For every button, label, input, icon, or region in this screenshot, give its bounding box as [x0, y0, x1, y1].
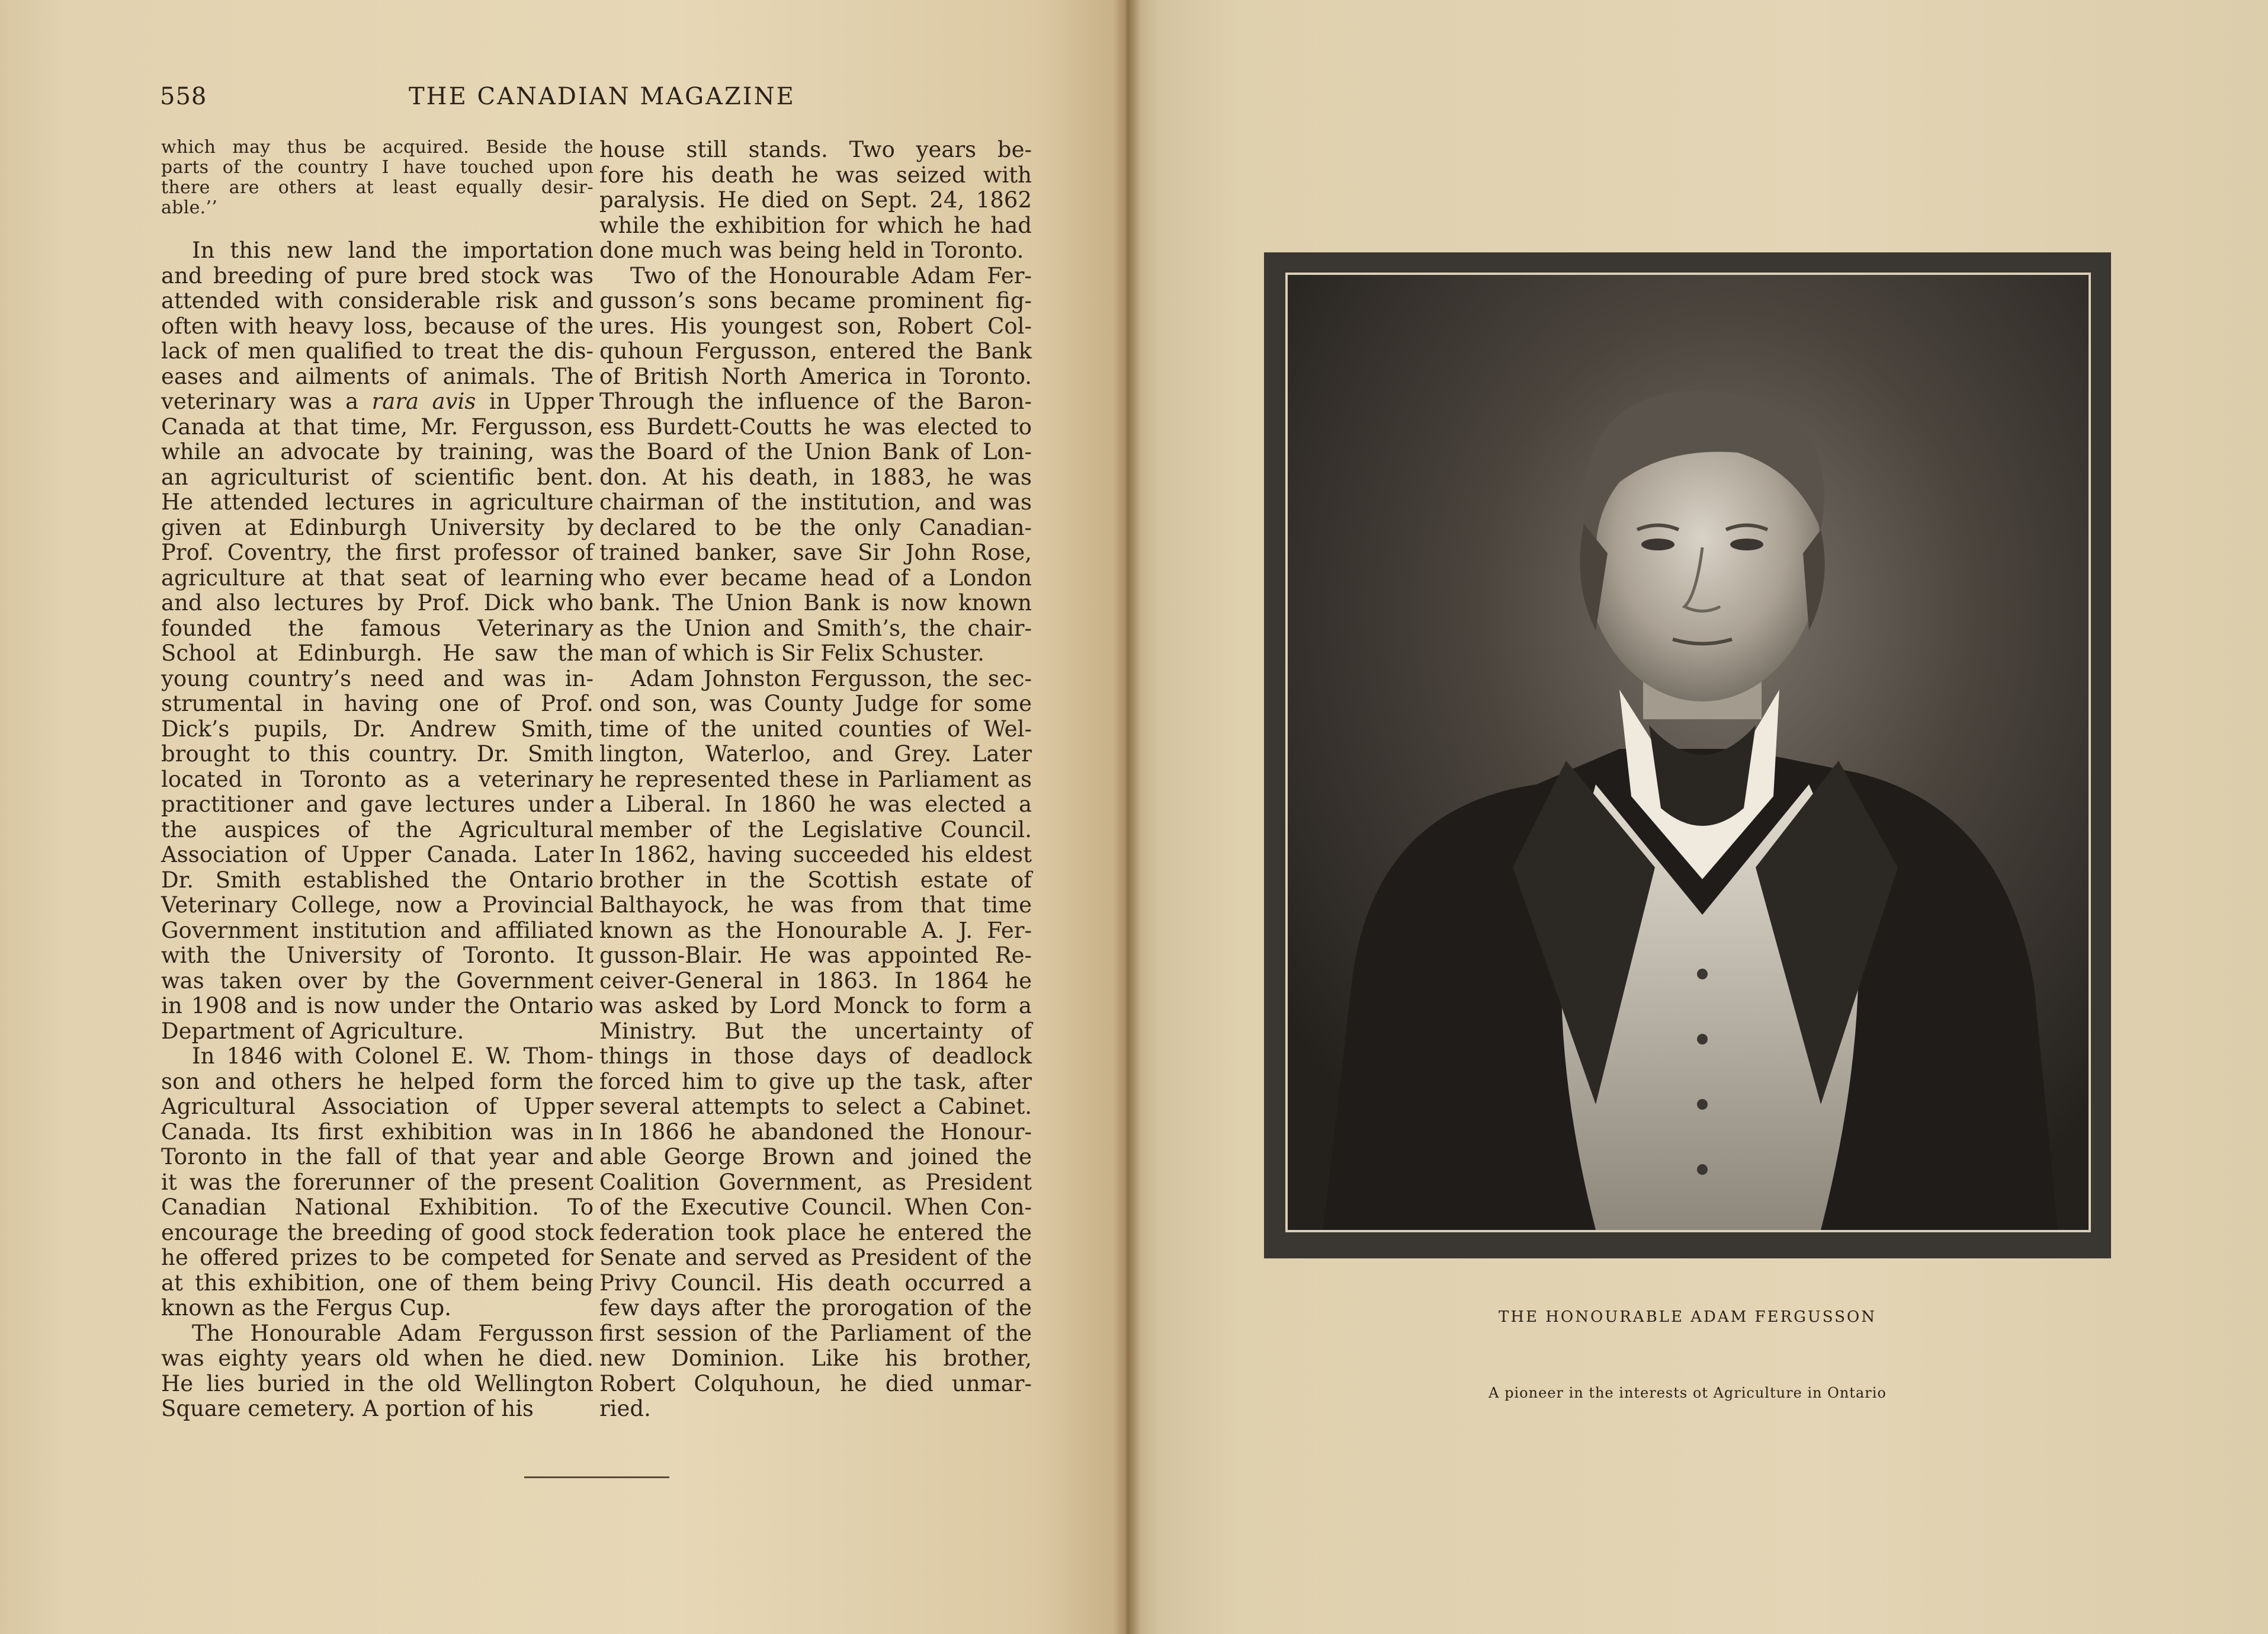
- text-line: don. At his death, in 1883, he was: [599, 464, 1032, 490]
- text-line: He attended lectures in agriculture: [161, 489, 594, 515]
- paragraph-death: [161, 1321, 594, 1422]
- text-line: School at Edinburgh. He saw the: [161, 640, 594, 666]
- text-line: was eighty years old when he died.: [161, 1345, 594, 1371]
- text-line: Balthayock, he was from that time: [599, 892, 1032, 918]
- text-line: Toronto in the fall of that year and: [161, 1144, 594, 1170]
- text-line: young country’s need and was in-: [161, 665, 594, 691]
- text-line: Veterinary College, now a Provincial: [161, 892, 594, 918]
- text-line: and also lectures by Prof. Dick who: [161, 590, 594, 616]
- text-line: first session of the Parliament of the: [599, 1320, 1032, 1346]
- text-line: ess Burdett-Coutts he was elected to: [599, 414, 1032, 440]
- text-line: able.’’: [161, 197, 218, 218]
- text-line: chairman of the institution, and was: [599, 489, 1032, 515]
- portrait-illustration: [1288, 275, 2089, 1230]
- text-line: Canada at that time, Mr. Fergusson,: [161, 414, 594, 440]
- portrait-plate: [1264, 252, 2111, 1258]
- text-line: and breeding of pure bred stock was: [161, 262, 594, 289]
- paragraph-final-years: [599, 137, 1032, 264]
- text-line: lington, Waterloo, and Grey. Later: [599, 741, 1032, 767]
- text-line: who ever became head of a London: [599, 565, 1032, 591]
- text-line: an agriculturist of scientific bent.: [161, 464, 594, 490]
- text-line: Canada. Its first exhibition was in: [161, 1119, 594, 1145]
- text-line: gusson-Blair. He was appointed Re-: [599, 943, 1032, 968]
- text-line: Canadian National Exhibition. To: [161, 1194, 594, 1220]
- text-line: Department of Agriculture.: [161, 1018, 464, 1044]
- text-line: trained banker, save Sir John Rose,: [599, 540, 1032, 565]
- text-line: gusson’s sons became prominent fig-: [599, 288, 1032, 313]
- text-line: declared to be the only Canadian-: [599, 514, 1032, 540]
- text-line: the Board of the Union Bank of Lon-: [599, 439, 1032, 464]
- text-line: given at Edinburgh University by: [161, 514, 594, 540]
- text-line: known as the Honourable A. J. Fer-: [599, 917, 1032, 943]
- text-line: ried.: [599, 1396, 651, 1421]
- text-line: quhoun Fergusson, entered the Bank: [599, 338, 1032, 364]
- text-line: son and others he helped form the: [161, 1068, 594, 1094]
- portrait-caption-title: THE HONOURABLE ADAM FERGUSSON: [1499, 1308, 1876, 1326]
- text-line: while the exhibition for which he had: [599, 212, 1032, 238]
- text-line: In 1846 with Colonel E. W. Thom-: [192, 1043, 594, 1069]
- text-line: forced him to give up the task, after: [599, 1068, 1032, 1094]
- text-line: Through the influence of the Baron-: [599, 389, 1032, 414]
- text-line: done much was being held in Toronto.: [599, 238, 1024, 263]
- text-line: several attempts to select a Cabinet.: [599, 1094, 1032, 1119]
- text-line: while an advocate by training, was: [161, 439, 594, 464]
- text-line: the auspices of the Agricultural: [161, 816, 594, 842]
- text-line: practitioner and gave lectures under: [161, 792, 594, 817]
- text-line: Adam Johnston Fergusson, the sec-: [630, 665, 1032, 691]
- text-line: known as the Fergus Cup.: [161, 1295, 452, 1321]
- text-line: it was the forerunner of the present: [161, 1169, 594, 1195]
- text-line: was taken over by the Government: [161, 967, 594, 994]
- text-line: Government institution and affiliated: [161, 917, 594, 943]
- text-line: which may thus be acquired. Beside the: [161, 137, 594, 158]
- text-line: brother in the Scottish estate of: [599, 867, 1032, 893]
- text-line: fore his death he was seized with: [599, 162, 1032, 188]
- magazine-title: THE CANADIAN MAGAZINE: [409, 83, 795, 110]
- text-line: federation took place he entered the: [599, 1219, 1032, 1245]
- left-text-column: [161, 137, 594, 1422]
- text-line: bank. The Union Bank is now known: [599, 590, 1032, 616]
- end-rule: [524, 1476, 669, 1478]
- text-line: encourage the breeding of good stock: [161, 1219, 594, 1245]
- text-line: Dick’s pupils, Dr. Andrew Smith,: [161, 716, 594, 742]
- text-line: at this exhibition, one of them being: [161, 1270, 594, 1296]
- text-line: Privy Council. His death occurred a: [599, 1270, 1032, 1296]
- text-line: lack of men qualified to treat the dis-: [161, 338, 594, 364]
- text-line: able George Brown and joined the: [599, 1144, 1032, 1170]
- paragraph-veterinary: [161, 238, 594, 1044]
- text-line: Dr. Smith established the Ontario: [161, 867, 594, 893]
- text-line: Ministry. But the uncertainty of: [599, 1018, 1032, 1044]
- italic-term: rara avis: [371, 389, 476, 414]
- book-gutter: [1114, 0, 1141, 1634]
- right-text-column: [599, 137, 1032, 1422]
- text-line: founded the famous Veterinary: [161, 615, 594, 641]
- paragraph-sons: [599, 264, 1032, 667]
- text-line: of British North America in Toronto.: [599, 363, 1032, 389]
- text-line: eases and ailments of animals. The: [161, 363, 594, 389]
- text-line: house still stands. Two years be-: [599, 137, 1032, 162]
- text-line: a Liberal. In 1860 he was elected a: [599, 792, 1032, 817]
- text-line: of the Executive Council. When Con-: [599, 1194, 1032, 1220]
- text-line: man of which is Sir Felix Schuster.: [599, 640, 985, 666]
- paragraph-agricultural-association: [161, 1044, 594, 1321]
- text-line: ond son, was County Judge for some: [599, 691, 1032, 716]
- text-line: things in those days of deadlock: [599, 1043, 1032, 1069]
- text-line: In 1866 he abandoned the Honour-: [599, 1119, 1032, 1145]
- text-line: strumental in having one of Prof.: [161, 691, 594, 716]
- text-line: The Honourable Adam Fergusson: [192, 1320, 594, 1346]
- text-line: paralysis. He died on Sept. 24, 1862: [599, 187, 1032, 213]
- portrait-image: [1285, 273, 2091, 1232]
- text-line: Association of Upper Canada. Later: [161, 842, 594, 867]
- text-line: Coalition Government, as President: [599, 1169, 1032, 1195]
- text-line: attended with considerable risk and: [161, 288, 594, 313]
- text-line: In this new land the importation: [192, 238, 594, 263]
- quotation-block: [161, 137, 594, 218]
- portrait-caption-subtitle: A pioneer in the interests ot Agriculture in Ontario: [1489, 1385, 1887, 1401]
- text-line: in 1908 and is now under the Ontario: [161, 993, 594, 1018]
- text-line: time of the united counties of Wel-: [599, 716, 1032, 742]
- text-line: few days after the prorogation of the: [599, 1295, 1032, 1321]
- text-line: as the Union and Smith’s, the chair-: [599, 615, 1032, 641]
- text-line: In 1862, having succeeded his eldest: [599, 842, 1032, 867]
- text-line: brought to this country. Dr. Smith: [161, 741, 594, 767]
- text-line: ures. His youngest son, Robert Col-: [599, 313, 1032, 339]
- text-line: there are others at least equally desir-: [161, 177, 594, 198]
- text-line: member of the Legislative Council.: [599, 816, 1032, 842]
- running-head: [160, 83, 1037, 118]
- text-line: Senate and served as President of the: [599, 1245, 1032, 1270]
- text-line: located in Toronto as a veterinary: [161, 766, 594, 792]
- text-line: Two of the Honourable Adam Fer-: [630, 262, 1032, 289]
- text-line: Square cemetery. A portion of his: [161, 1396, 534, 1421]
- text-line: parts of the country I have touched upon: [161, 157, 594, 178]
- text-line: he represented these in Parliament as: [599, 766, 1032, 792]
- text-line: he offered prizes to be competed for: [161, 1245, 594, 1270]
- text-line: Agricultural Association of Upper: [161, 1094, 594, 1119]
- text-line: Robert Colquhoun, he died unmar-: [599, 1370, 1032, 1396]
- text-line: Prof. Coventry, the first professor of: [161, 540, 594, 565]
- text-line: ceiver-General in 1863. In 1864 he: [599, 967, 1032, 994]
- paragraph-adam-johnston: [599, 667, 1032, 1422]
- text-line: often with heavy loss, because of the: [161, 313, 594, 339]
- text-line: with the University of Toronto. It: [161, 943, 594, 968]
- page-number: 558: [160, 83, 207, 110]
- text-line: He lies buried in the old Wellington: [161, 1370, 594, 1396]
- text-line: agriculture at that seat of learning: [161, 565, 594, 591]
- text-line: was asked by Lord Monck to form a: [599, 993, 1032, 1018]
- text-line: veterinary was a rara avis in Upper: [161, 389, 594, 414]
- text-line: new Dominion. Like his brother,: [599, 1345, 1032, 1371]
